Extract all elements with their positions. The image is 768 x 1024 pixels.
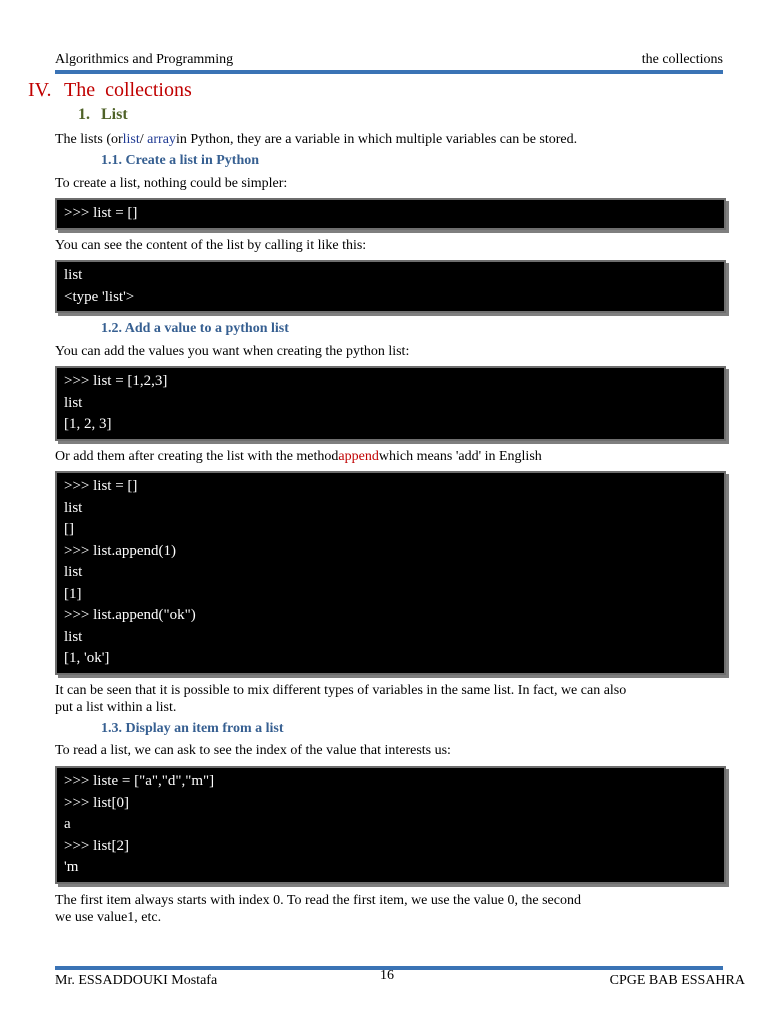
keyword-append: append (338, 449, 379, 464)
header-rule (55, 70, 723, 74)
code-line: >>> list.append(1) (64, 542, 177, 559)
code-line: a (64, 816, 71, 832)
code-line: list (64, 499, 83, 516)
intro-paragraph (55, 131, 725, 148)
header-title: Algorithmics and Programming (55, 52, 234, 67)
footer-author: Mr. ESSADDOUKI Mostafa (55, 973, 218, 988)
intro-text-2: / (139, 132, 148, 147)
chapter-heading (28, 79, 192, 102)
section-heading (78, 106, 128, 124)
header-section: the collections (641, 52, 723, 67)
code-line: [1] (64, 585, 82, 602)
intro-text-3: in Python, they are a variable in which multiple variables can be stored. (175, 132, 578, 147)
code-line: >>> list[0] (64, 794, 129, 811)
code-line: >>> list = [] (64, 205, 138, 221)
code-line: >>> list = [1,2,3] (64, 373, 168, 389)
mix-line-1: It can be seen that it is possible to mix different types of variables in the same list. In fact, we can also (55, 683, 627, 698)
code-line: >>> list[2] (64, 837, 129, 854)
code-line: list (64, 394, 83, 411)
section-number: 1. (78, 106, 90, 123)
index-line-1: The first item always starts with index 0. To read the first item, we use the value 0, the second (55, 893, 581, 908)
footer-school: CPGE BAB ESSAHRA (609, 973, 745, 988)
page-number: 16 (380, 968, 394, 983)
paragraph-create: To create a list, nothing could be simpler: (55, 176, 288, 191)
code-line: list (64, 267, 83, 283)
keyword-array: array (147, 132, 176, 147)
code-line: list (64, 628, 83, 645)
code-line: list (64, 564, 83, 580)
chapter-title: The collections (64, 79, 192, 101)
code-block-4 (55, 471, 726, 675)
section-title: List (101, 106, 128, 123)
code-line: 'm (64, 859, 79, 875)
paragraph-read-list: To read a list, we can ask to see the index of the value that interests us: (55, 743, 451, 758)
code-line: <type 'list'> (64, 288, 135, 305)
code-block-1 (55, 198, 726, 230)
mix-line-2: put a list within a list. (55, 700, 177, 715)
subsection-1-2-title: 1.2. Add a value to a python list (101, 321, 289, 336)
paragraph-add-values: You can add the values you want when creating the python list: (55, 344, 410, 359)
code-line: [] (64, 521, 74, 537)
code-line: >>> list.append("ok") (64, 607, 196, 623)
subsection-1-3-title: 1.3. Display an item from a list (101, 721, 284, 736)
paragraph-append (55, 448, 725, 465)
keyword-list: list (122, 132, 140, 147)
code-line: [1, 2, 3] (64, 416, 112, 432)
paragraph-mix-types (55, 682, 725, 716)
code-line: [1, 'ok'] (64, 650, 110, 666)
code-block-3 (55, 366, 726, 441)
append-text-1: Or add them after creating the list with the method (55, 449, 339, 464)
intro-text-1: The lists (or (55, 132, 123, 147)
code-block-5 (55, 766, 726, 884)
append-text-2: which means 'add' in English (378, 449, 542, 464)
paragraph-index (55, 892, 725, 926)
subsection-1-1-title: 1.1. Create a list in Python (101, 153, 260, 168)
code-line: >>> list = [] (64, 478, 138, 494)
code-block-2 (55, 260, 726, 313)
chapter-number: IV. (28, 79, 52, 101)
index-line-2: we use value1, etc. (55, 910, 162, 925)
code-line: >>> liste = ["a","d","m"] (64, 773, 215, 789)
paragraph-content: You can see the content of the list by calling it like this: (55, 238, 367, 253)
